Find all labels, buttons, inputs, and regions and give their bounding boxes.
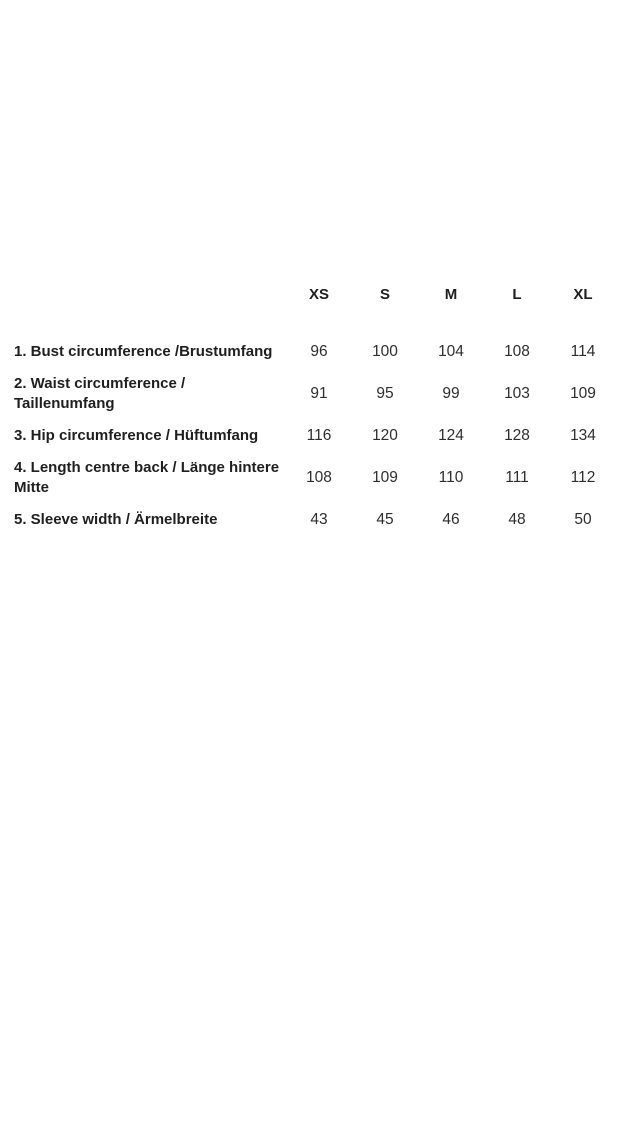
size-value-cell: 134 bbox=[570, 427, 596, 444]
size-value-cell: 108 bbox=[306, 469, 332, 486]
size-column-header-xs: XS bbox=[308, 285, 329, 303]
size-value-cell: 128 bbox=[504, 427, 530, 444]
size-value-cell: 45 bbox=[376, 511, 394, 528]
size-value-cell: 120 bbox=[372, 427, 398, 444]
size-value-cell: 114 bbox=[570, 343, 596, 360]
size-value-cell: 108 bbox=[504, 343, 530, 360]
size-value-cell: 116 bbox=[306, 427, 332, 444]
size-value-cell: 91 bbox=[310, 385, 328, 402]
measurement-row-waist bbox=[14, 373, 617, 415]
row-label: 2. Waist circumference / Taillenumfang bbox=[14, 375, 186, 412]
size-value-cell: 111 bbox=[505, 469, 529, 486]
row-label: 1. Bust circumference /Brustumfang bbox=[14, 343, 273, 360]
size-column-header-xl: XL bbox=[573, 285, 593, 303]
size-value-cell: 48 bbox=[508, 511, 526, 528]
size-value-cell: 103 bbox=[504, 385, 530, 402]
measurement-row-length-centre-back bbox=[14, 457, 617, 499]
size-value-cell: 43 bbox=[310, 511, 328, 528]
row-label: 5. Sleeve width / Ärmelbreite bbox=[14, 511, 218, 528]
size-value-cell: 124 bbox=[438, 427, 464, 444]
size-column-header-m: M bbox=[444, 285, 458, 303]
size-value-cell: 109 bbox=[570, 385, 596, 402]
size-value-cell: 50 bbox=[574, 511, 592, 528]
size-value-cell: 109 bbox=[372, 469, 398, 486]
measurement-row-bust bbox=[14, 331, 617, 373]
measurement-row-sleeve-width bbox=[14, 499, 617, 541]
row-label: 4. Length centre back / Länge hintere Mitte bbox=[14, 459, 280, 496]
size-value-cell: 104 bbox=[438, 343, 464, 360]
size-column-header-l: L bbox=[512, 285, 522, 303]
size-chart-table bbox=[0, 283, 631, 541]
size-chart-header-row bbox=[14, 283, 617, 305]
size-value-cell: 96 bbox=[310, 343, 328, 360]
size-value-cell: 110 bbox=[438, 469, 464, 486]
size-value-cell: 112 bbox=[570, 469, 596, 486]
size-value-cell: 100 bbox=[372, 343, 398, 360]
size-value-cell: 95 bbox=[376, 385, 394, 402]
measurement-row-hip bbox=[14, 415, 617, 457]
size-value-cell: 46 bbox=[442, 511, 460, 528]
size-value-cell: 99 bbox=[442, 385, 460, 402]
row-label: 3. Hip circumference / Hüftumfang bbox=[14, 427, 259, 444]
size-column-header-s: S bbox=[379, 285, 390, 303]
